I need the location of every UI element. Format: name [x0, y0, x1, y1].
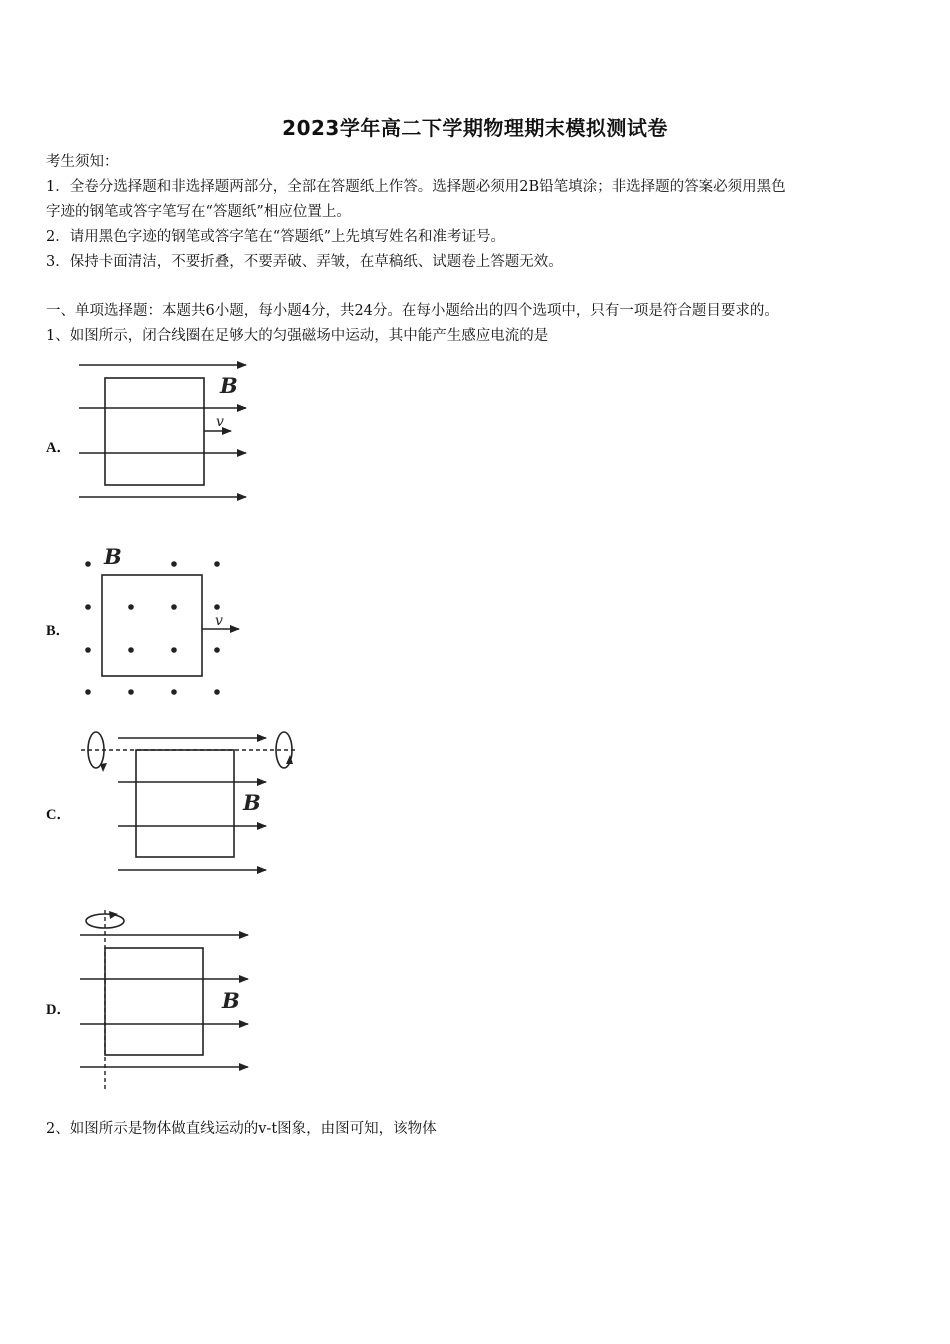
option-a-label: A． — [46, 440, 71, 456]
coil-loop — [105, 948, 203, 1055]
question-1-stem: 1、如图所示，闭合线圈在足够大的匀强磁场中运动，其中能产生感应电流的是 — [46, 328, 549, 344]
notice-line-1: 1．全卷分选择题和非选择题两部分，全部在答题纸上作答。选择题必须用2B铅笔填涂；非选择题的答案必须用黑色 — [46, 179, 786, 195]
coil-loop — [102, 575, 202, 676]
field-label-b: B — [243, 790, 261, 815]
velocity-label: v — [216, 414, 224, 430]
notice-line-4: 3．保持卡面清洁，不要折叠，不要弄破、弄皱，在草稿纸、试题卷上答题无效。 — [46, 254, 563, 270]
option-c-label: C． — [46, 807, 71, 823]
question-2-stem: 2、如图所示是物体做直线运动的v-t图象，由图可知，该物体 — [46, 1121, 437, 1137]
field-dots — [85, 561, 220, 695]
velocity-label: v — [215, 613, 223, 629]
option-c-figure — [76, 728, 306, 878]
notice-line-3: 2．请用黑色字迹的钢笔或答字笔在“答题纸”上先填写姓名和准考证号。 — [46, 229, 506, 245]
rotation-arrow-left-icon — [88, 732, 107, 772]
option-d-label: D． — [46, 1002, 71, 1018]
field-label-b: B — [222, 988, 240, 1013]
exam-title: 2023学年高二下学期物理期末模拟测试卷 — [282, 116, 668, 140]
notice-heading: 考生须知： — [46, 154, 119, 170]
option-b-figure — [76, 540, 256, 700]
section-heading: 一、单项选择题：本题共6小题，每小题4分，共24分。在每小题给出的四个选项中，只有一项是符合题目要求的。 — [46, 303, 779, 319]
field-label-b: B — [220, 373, 238, 398]
option-a-figure — [76, 356, 256, 506]
field-label-b: B — [104, 544, 122, 569]
coil-loop — [105, 378, 204, 485]
coil-loop — [136, 750, 234, 857]
option-b-label: B． — [46, 623, 71, 639]
notice-line-2: 字迹的钢笔或答字笔写在“答题纸”相应位置上。 — [46, 204, 351, 220]
option-d-figure — [76, 908, 256, 1093]
